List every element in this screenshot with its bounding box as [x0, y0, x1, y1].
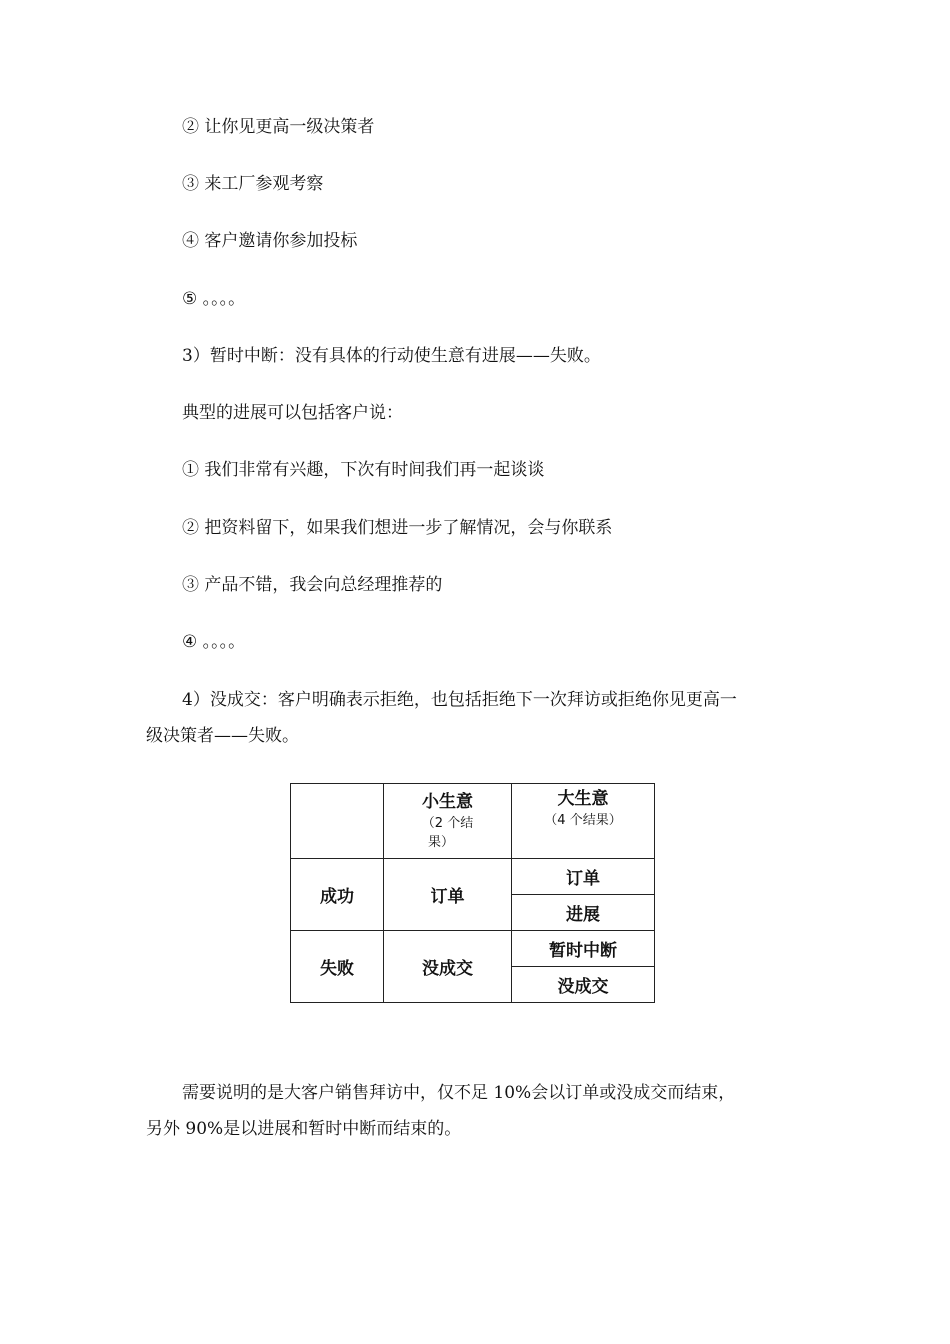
outcome-comparison-table [290, 783, 655, 1003]
paragraph-summary-line-2: 另外 90%是以进展和暂时中断而结束的。 [146, 1119, 462, 1139]
paragraph-progress-examples: 典型的进展可以包括客户说： [182, 403, 403, 423]
paragraph-no-deal-line-1: 4）没成交：客户明确表示拒绝，也包括拒绝下一次拜访或拒绝你见更高一 [182, 690, 737, 710]
list-item-4-bid-invite: ④ 客户邀请你参加投标 [182, 231, 358, 251]
list-item-3-factory-visit: ③ 来工厂参观考察 [182, 174, 324, 194]
cell-success-small-order: 订单 [384, 859, 512, 931]
list-item-2-higher-decision-maker: ② 让你见更高一级决策者 [182, 117, 375, 137]
table-corner-cell [291, 784, 384, 859]
row-label-success: 成功 [291, 859, 384, 931]
paragraph-no-deal-line-2: 级决策者——失败。 [146, 726, 299, 746]
cell-success-big-order: 订单 [512, 859, 655, 895]
paragraph-summary-line-1: 需要说明的是大客户销售拜访中，仅不足 10%会以订单或没成交而结束， [182, 1083, 736, 1103]
cell-success-big-progress: 进展 [512, 895, 655, 931]
paragraph-temporary-pause: 3）暂时中断：没有具体的行动使生意有进展——失败。 [182, 346, 601, 366]
list-item-2-leave-materials: ② 把资料留下，如果我们想进一步了解情况，会与你联系 [182, 518, 613, 538]
header-small-deal-title: 小生意 [422, 792, 473, 812]
header-small-deal-sub-1: （2 个结 [421, 816, 474, 831]
list-item-4-ellipsis: ④ 。。。。 [182, 632, 246, 652]
row-label-failure: 失败 [291, 931, 384, 1003]
header-small-deal [384, 784, 512, 859]
header-big-deal [512, 784, 655, 859]
header-small-deal-sub-2: 果） [428, 835, 455, 850]
list-item-5-ellipsis: ⑤ 。。。。 [182, 289, 246, 309]
cell-failure-big-pause: 暂时中断 [512, 931, 655, 967]
header-big-deal-title: 大生意 [557, 789, 609, 809]
list-item-1-interested: ① 我们非常有兴趣，下次有时间我们再一起谈谈 [182, 460, 545, 480]
cell-failure-small-no-deal: 没成交 [384, 931, 512, 1003]
header-big-deal-sub: （4 个结果） [544, 813, 622, 828]
cell-failure-big-no-deal: 没成交 [512, 967, 655, 1003]
list-item-3-recommend: ③ 产品不错，我会向总经理推荐的 [182, 575, 443, 595]
